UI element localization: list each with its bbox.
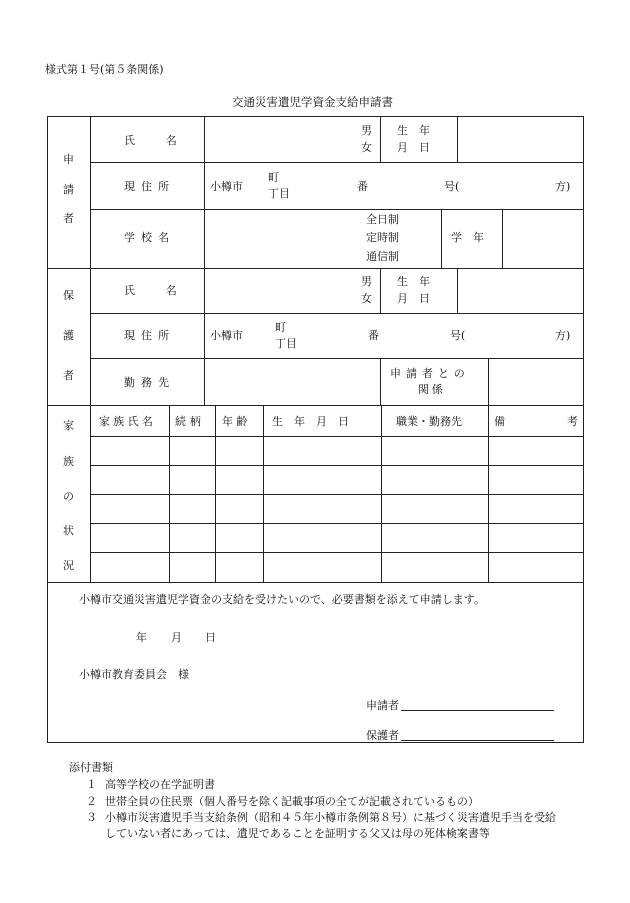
applicant-address-city: 小樽市 [210,180,243,193]
applicant-address-go: 号( [444,180,460,193]
applicant-gender-male[interactable]: 男 [361,124,372,137]
header-relationship: 続柄 [175,415,205,428]
header-family-name: 家族氏名 [99,415,157,428]
header-birthdate: 生 年 月 日 [272,415,349,428]
header-remarks-2: 考 [567,415,578,428]
course-correspondence-option[interactable]: 通信制 [366,250,399,263]
header-age: 年齢 [222,415,251,428]
applicant-sign-line[interactable] [401,710,554,711]
header-occupation: 職業・勤務先 [396,415,462,428]
applicant-birth-monthday-label: 月 日 [397,141,430,154]
date-month-label: 月 [171,631,182,644]
applicant-address-ban: 番 [357,180,368,193]
attachment-num: ２ [86,795,97,808]
course-fulltime-option[interactable]: 全日制 [366,213,399,226]
course-parttime-option[interactable]: 定時制 [366,231,399,244]
guardian-sign-line[interactable] [401,740,554,741]
declaration-statement: 小樽市交通災害遺児学資金の支給を受けたいので、必要書類を添えて申請します。 [79,593,485,606]
applicant-name-label: 氏 名 [124,134,187,147]
header-remarks-1: 備 [494,415,505,428]
applicant-gender-female[interactable]: 女 [361,141,372,154]
guardian-address-cho: 町 [275,321,286,334]
guardian-gender-male[interactable]: 男 [361,275,372,288]
attachment-num: ３ [86,811,97,824]
applicant-grade-label: 学 年 [451,231,484,244]
guardian-birth-year-label: 生 年 [397,275,430,288]
attachment-item-continued: していない者にあっては、遺児であることを証明する父又は母の死体検案書等 [105,827,490,840]
section-label-char: 状 [63,524,74,537]
attachment-num: １ [86,778,97,791]
guardian-address-go: 号( [450,329,466,342]
attachment-item: 世帯全員の住民票（個人番号を除く記載事項の全てが記載されているもの） [105,795,479,808]
attachments-heading: 添付書類 [69,761,113,774]
date-year-label: 年 [136,631,147,644]
applicant-address-label: 現住所 [124,180,176,193]
section-label-char: 族 [63,455,74,468]
section-label-char: 護 [63,329,74,342]
applicant-sign-label: 申請者 [366,699,399,712]
guardian-address-label: 現住所 [124,329,176,342]
section-label-char: 保 [63,289,74,302]
section-label-char: 況 [63,559,74,572]
applicant-address-cho: 町 [268,171,279,184]
applicant-address-kata: 方) [555,180,571,193]
section-label-char: 申 [63,153,74,166]
section-label-char: 者 [63,369,74,382]
section-label-char: 者 [63,212,74,225]
guardian-gender-female[interactable]: 女 [361,292,372,305]
section-label-char: の [63,490,74,503]
guardian-sign-label: 保護者 [366,729,399,742]
relation-label-line2: 関係 [418,383,446,396]
guardian-name-label: 氏 名 [124,284,187,297]
guardian-birth-monthday-label: 月 日 [397,292,430,305]
relation-label-line1: 申請者との [390,367,470,380]
form-title: 交通災害遺児学資金支給申請書 [232,95,393,109]
guardian-address-city: 小樽市 [210,329,243,342]
date-day-label: 日 [205,631,216,644]
attachment-item: 小樽市災害遺児手当支給条例（昭和４５年小樽市条例第８号）に基づく災害遺児手当を受給 [105,811,556,824]
guardian-address-ban: 番 [368,329,379,342]
guardian-address-kata: 方) [555,329,571,342]
addressee: 小樽市教育委員会 様 [79,668,189,681]
guardian-address-chome: 丁目 [275,337,297,350]
section-label-char: 請 [63,183,74,196]
section-label-char: 家 [63,419,74,432]
applicant-school-label: 学校名 [124,231,176,244]
applicant-address-chome: 丁目 [268,187,290,200]
applicant-birth-year-label: 生 年 [397,124,430,137]
guardian-work-label: 勤務先 [124,376,176,389]
attachment-item: 高等学校の在学証明書 [105,778,215,791]
form-number: 様式第１号(第５条関係) [45,63,164,76]
